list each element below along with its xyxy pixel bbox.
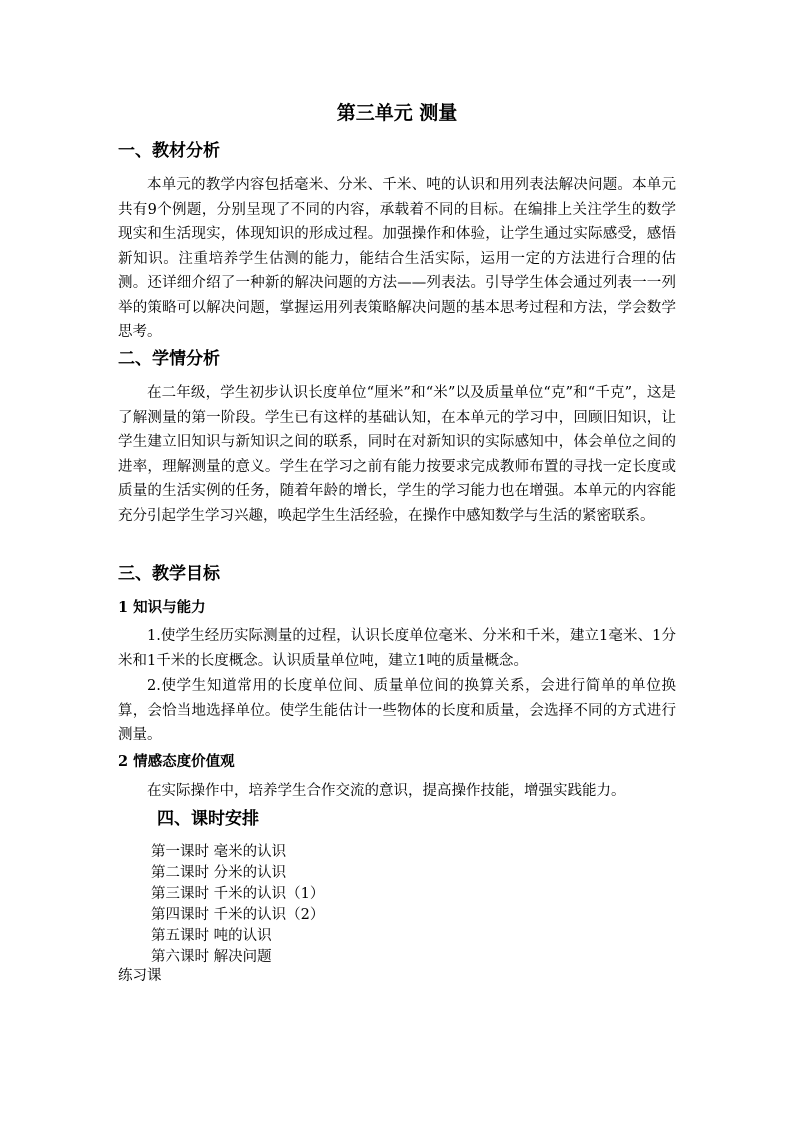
list-item: 第二课时 分米的认识 [151,865,287,881]
paragraph-emotion-values: 在实际操作中，培养学生合作交流的意识，提高操作技能，增强实践能力。 [147,783,626,799]
list-item: 第四课时 千米的认识（2） [151,907,325,923]
list-item: 第三课时 千米的认识（1） [151,886,325,902]
list-item: 第五课时 吨的认识 [151,928,272,944]
paragraph-student-analysis: 在二年级，学生初步认识长度单位“厘米”和“米”以及质量单位“克”和“千克”，这是了解测量的第一阶段。学生已有这样的基础认知，在本单元的学习中，回顾旧知识，让学生建立旧知识与新知识之间的联系，同时在对新知识的实际感知中，体会单位之间的进率，理解测量的意义。学生在学习之前有能力按要求完成教师布置的寻找一定长度或质量的生活实例的任务，随着年龄的增长，学生的学习能力也在增强。本单元的内容能充分引起学生学习兴趣，唤起学生生活经验，在操作中感知数学与生活的紧密联系。 [118,385,676,524]
subsection-heading-knowledge-ability: 1 知识与能力 [118,599,206,616]
section-heading-textbook-analysis: 一、教材分析 [118,141,220,161]
document-title: 第三单元 测量 [336,102,458,124]
paragraph-goal-1: 1.使学生经历实际测量的过程，认识长度单位毫米、分米和千米，建立1毫米、1分米和1千米的长度概念。认识质量单位吨，建立1吨的质量概念。 [118,628,676,669]
list-item: 第一课时 毫米的认识 [151,844,287,860]
subsection-heading-emotion-values: 2 情感态度价值观 [118,753,235,770]
lesson-list [151,842,324,968]
section-heading-student-analysis: 二、学情分析 [118,349,220,369]
paragraph-textbook-analysis: 本单元的教学内容包括毫米、分米、千米、吨的认识和用列表法解决问题。本单元共有9个例题，分别呈现了不同的内容，承载着不同的目标。在编排上关注学生的数学现实和生活现实，体现知识的形成过程。加强操作和体验，让学生通过实际感受，感悟新知识。注重培养学生估测的能力，能结合生活实际，运用一定的方法进行合理的估测。还详细介绍了一种新的解决问题的方法——列表法。引导学生体会通过列表一一列举的策略可以解决问题，掌握运用列表策略解决问题的基本思考过程和方法，学会数学思考。 [118,177,676,340]
list-item: 第六课时 解决问题 [151,949,272,965]
section-heading-teaching-goals: 三、教学目标 [118,564,220,584]
practice-class-label: 练习课 [118,968,162,984]
paragraph-goal-2: 2.使学生知道常用的长度单位间、质量单位间的换算关系，会进行简单的单位换算，会恰当地选择单位。使学生能估计一些物体的长度和质量，会选择不同的方式进行测量。 [118,678,676,743]
section-heading-lesson-schedule: 四、课时安排 [157,809,259,829]
